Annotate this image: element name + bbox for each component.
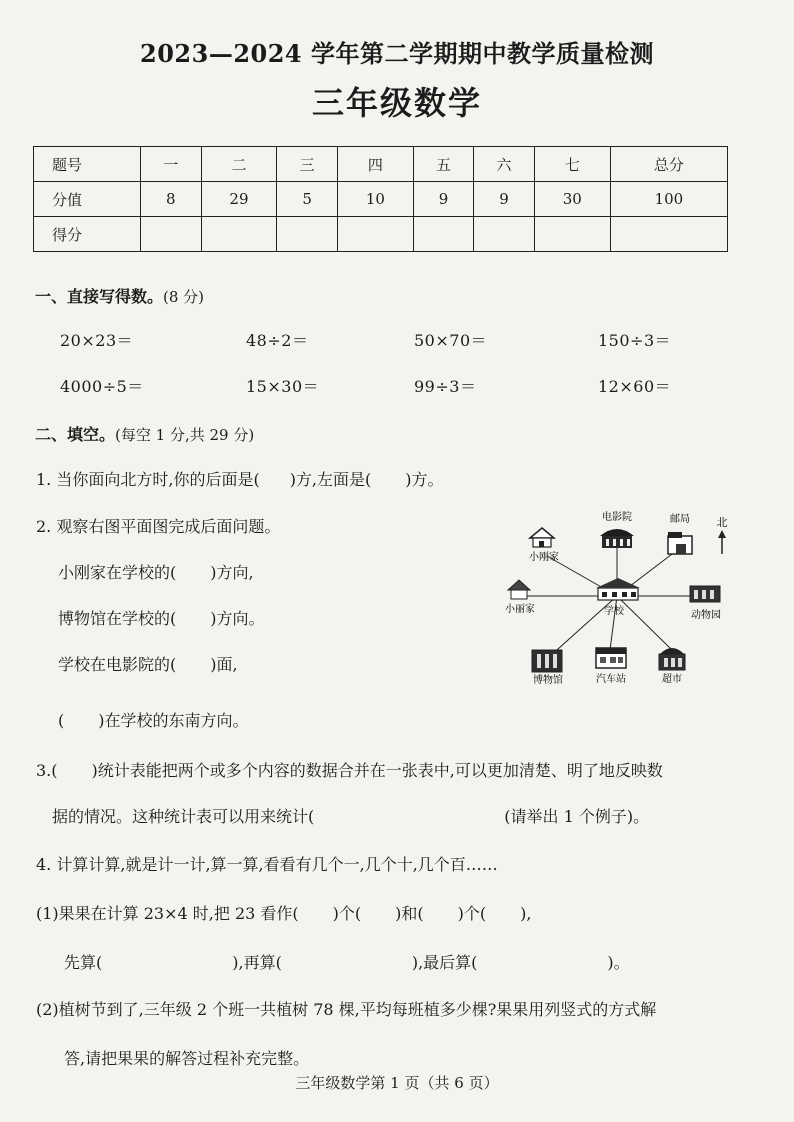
calc-item: 99÷3＝ xyxy=(414,377,477,396)
label-school: 学校 xyxy=(604,606,624,617)
calc-item: 150÷3＝ xyxy=(598,331,672,350)
question-3-line2 xyxy=(52,804,649,827)
label-museum: 博物馆 xyxy=(533,675,563,686)
table-cell: 5 xyxy=(277,182,338,217)
score-cell[interactable] xyxy=(534,217,610,252)
question-1 xyxy=(36,467,444,490)
q3-text: (请举出 1 个例子)。 xyxy=(504,807,650,826)
q2-text: 博物馆在学校的( xyxy=(58,609,177,628)
question-4-intro: 4. 计算计算,就是计一计,算一算,看看有几个一,几个十,几个百…… xyxy=(36,855,498,874)
q4-text: (1)果果在计算 23×4 时,把 23 看作( xyxy=(36,904,299,923)
q2-text: )方向。 xyxy=(210,609,265,628)
q2-text: 学校在电影院的( xyxy=(58,655,177,674)
label-xiaoli: 小丽家 xyxy=(505,604,535,615)
section1-title: 一、直接写得数。 xyxy=(35,287,164,306)
bus-station-icon xyxy=(596,648,626,668)
school-icon xyxy=(596,578,640,600)
calc-item: 20×23＝ xyxy=(60,331,134,350)
q4-text: 先算( xyxy=(64,953,103,972)
column-header: 三 xyxy=(277,147,338,182)
section2-title: 二、填空。 xyxy=(35,425,116,444)
label-north: 北 xyxy=(716,516,728,529)
column-header: 二 xyxy=(201,147,277,182)
zoo-icon xyxy=(690,586,720,602)
question-2-line xyxy=(58,652,238,675)
section1-heading xyxy=(35,284,204,307)
page-footer: 三年级数学第 1 页（共 6 页） xyxy=(295,1074,499,1092)
calc-item: 4000÷5＝ xyxy=(60,377,144,396)
score-cell[interactable] xyxy=(141,217,202,252)
q2-text: ( xyxy=(58,711,65,730)
label-bus: 汽车站 xyxy=(596,674,626,685)
section1-points: (8 分) xyxy=(163,288,205,306)
column-header: 一 xyxy=(141,147,202,182)
score-cell[interactable] xyxy=(277,217,338,252)
score-cell[interactable] xyxy=(474,217,535,252)
question-4-part2: (2)植树节到了,三年级 2 个班一共植树 78 棵,平均每班植多少棵?果果用列竖式的方式解 xyxy=(36,1000,657,1019)
q2-text: )方向, xyxy=(210,563,254,582)
q2-text: )在学校的东南方向。 xyxy=(98,711,249,730)
cinema-icon xyxy=(600,529,634,548)
subject-title: 三年级数学 xyxy=(311,84,482,122)
q3-text: )统计表能把两个或多个内容的数据合并在一张表中,可以更加清楚、明了地反映数 xyxy=(91,761,663,780)
q4-text: )个( xyxy=(332,904,362,923)
calc-item: 48÷2＝ xyxy=(246,331,309,350)
label-xiaogang: 小刚家 xyxy=(529,552,559,563)
score-cell[interactable] xyxy=(610,217,727,252)
north-arrow-icon xyxy=(718,530,726,554)
label-market: 超市 xyxy=(662,674,682,685)
calc-item: 50×70＝ xyxy=(414,331,488,350)
q4-text: ),再算( xyxy=(232,953,282,972)
question-4-part1 xyxy=(36,901,531,924)
calc-item: 15×30＝ xyxy=(246,377,320,396)
score-cell[interactable] xyxy=(201,217,277,252)
q4-text: )和( xyxy=(395,904,424,923)
question-2-line xyxy=(58,560,254,583)
column-header: 总分 xyxy=(610,147,727,182)
row-title: 得分 xyxy=(34,217,141,252)
museum-icon xyxy=(532,650,562,672)
score-cell[interactable] xyxy=(413,217,474,252)
label-zoo: 动物园 xyxy=(691,610,721,621)
row-title: 题号 xyxy=(34,147,141,182)
column-header: 五 xyxy=(413,147,474,182)
score-table xyxy=(33,146,728,252)
table-row xyxy=(34,182,728,217)
q2-text: )面, xyxy=(210,655,238,674)
q4-text: ), xyxy=(520,904,532,923)
column-header: 四 xyxy=(337,147,413,182)
section2-heading xyxy=(35,422,254,445)
table-row xyxy=(34,217,728,252)
column-header: 七 xyxy=(534,147,610,182)
question-2-line xyxy=(58,708,249,731)
xiaogang-home-icon xyxy=(530,528,554,547)
question-2-intro: 2. 观察右图平面图完成后面问题。 xyxy=(36,517,281,536)
q2-text: 小刚家在学校的( xyxy=(58,563,177,582)
q4-text: ),最后算( xyxy=(411,953,478,972)
table-cell: 100 xyxy=(610,182,727,217)
question-4-part2-line2: 答,请把果果的解答过程补充完整。 xyxy=(64,1049,310,1068)
section2-points: (每空 1 分,共 29 分) xyxy=(115,426,255,444)
post-office-icon xyxy=(668,532,692,554)
q1-text: 1. 当你面向北方时,你的后面是( xyxy=(36,470,260,489)
column-header: 六 xyxy=(474,147,535,182)
school-map xyxy=(492,508,742,690)
table-cell: 8 xyxy=(141,182,202,217)
q4-text: )个( xyxy=(457,904,487,923)
question-3 xyxy=(36,758,663,781)
label-cinema: 电影院 xyxy=(602,512,632,523)
table-cell: 30 xyxy=(534,182,610,217)
table-cell: 9 xyxy=(474,182,535,217)
exam-title: 2023—2024 学年第二学期期中教学质量检测 xyxy=(140,39,654,68)
table-cell: 10 xyxy=(337,182,413,217)
table-cell: 29 xyxy=(201,182,277,217)
row-title: 分值 xyxy=(34,182,141,217)
question-4-steps xyxy=(64,950,630,973)
table-row xyxy=(34,147,728,182)
q1-text: )方,左面是( xyxy=(289,470,372,489)
label-post: 邮局 xyxy=(670,514,690,525)
table-cell: 9 xyxy=(413,182,474,217)
q3-text: 3.( xyxy=(36,761,58,780)
xiaoli-home-icon xyxy=(508,580,530,599)
question-2-line xyxy=(58,606,265,629)
score-cell[interactable] xyxy=(337,217,413,252)
supermarket-icon xyxy=(659,648,685,670)
q4-text: )。 xyxy=(607,953,630,972)
calc-item: 12×60＝ xyxy=(598,377,672,396)
q3-text: 据的情况。这种统计表可以用来统计( xyxy=(52,807,315,826)
q1-text: )方。 xyxy=(405,470,444,489)
